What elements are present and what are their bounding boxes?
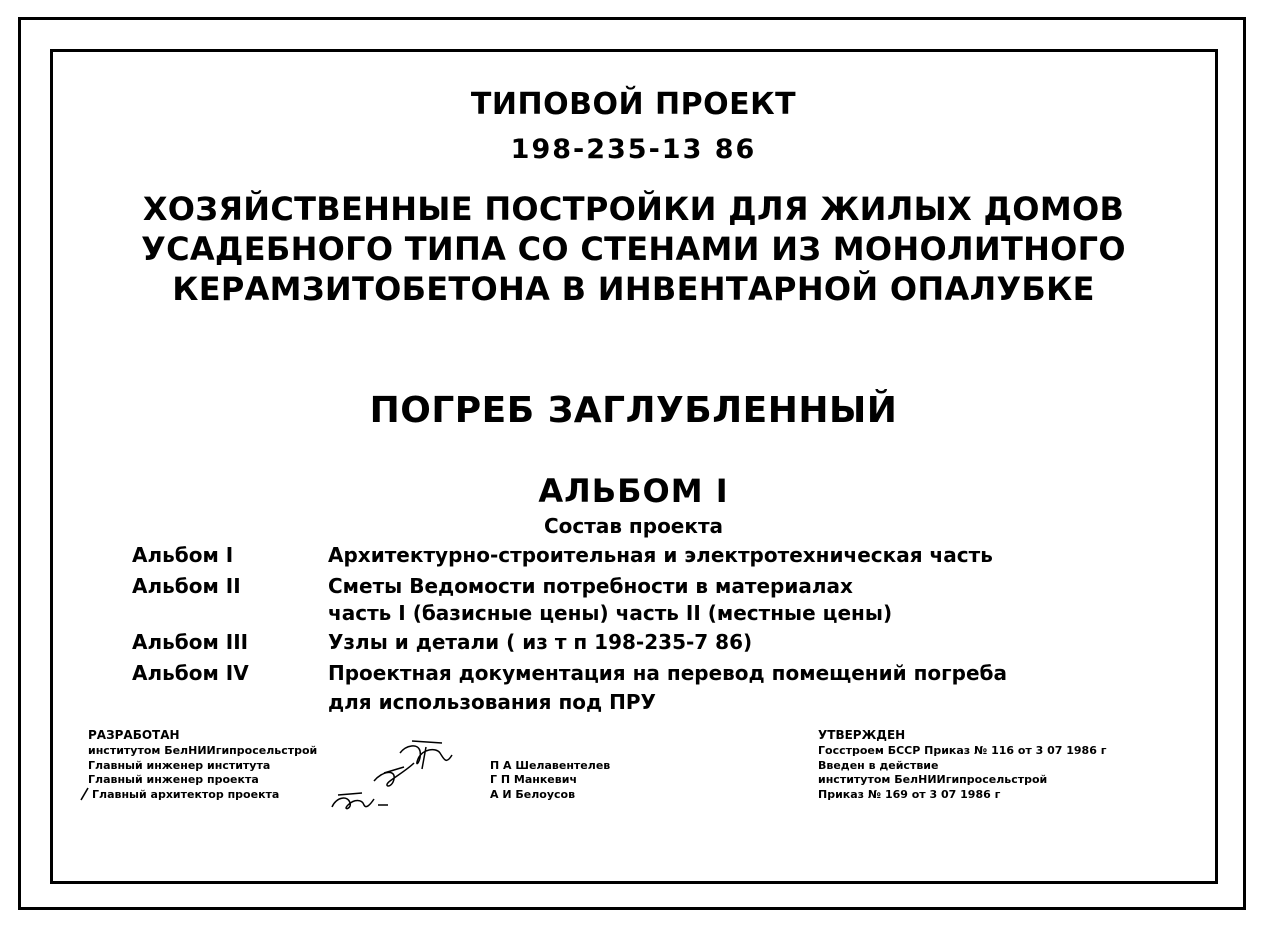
composition-heading: Состав проекта <box>543 514 724 538</box>
signatures-image <box>322 735 482 815</box>
album-3-line-1: Узлы и детали ( из т п 198-235-7 86) <box>328 630 753 654</box>
album-2-line-1: Сметы Ведомости потребности в материалах <box>328 574 853 598</box>
slash-mark <box>78 786 92 802</box>
album-2-line-2: часть I (базисные цены) часть II (местные цены) <box>328 601 893 625</box>
title-line-1: ХОЗЯЙСТВЕННЫЕ ПОСТРОЙКИ ДЛЯ ЖИЛЫХ ДОМОВ <box>142 190 1125 228</box>
approved-line-2: Введен в действие <box>818 759 939 772</box>
name-chief-architect: А И Белоусов <box>490 788 576 801</box>
project-type: ТИПОВОЙ ПРОЕКТ <box>470 87 797 122</box>
album-4-label: Альбом IV <box>132 661 249 685</box>
album-title: АЛЬБОМ I <box>538 472 729 510</box>
title-line-3: КЕРАМЗИТОБЕТОНА В ИНВЕНТАРНОЙ ОПАЛУБКЕ <box>172 270 1095 308</box>
album-4-line-1: Проектная документация на перевод помещений погреба <box>328 661 1007 685</box>
project-number: 198-235-13 86 <box>510 134 757 165</box>
approved-heading: УТВЕРЖДЕН <box>818 728 906 742</box>
album-1-line-1: Архитектурно-строительная и электротехническая часть <box>328 543 993 567</box>
name-chief-engineer-institute: П А Шелавентелев <box>490 759 611 772</box>
approved-line-1: Госстроем БССР Приказ № 116 от 3 07 1986 г <box>818 744 1107 757</box>
title-line-2: УСАДЕБНОГО ТИПА СО СТЕНАМИ ИЗ МОНОЛИТНОГО <box>141 230 1126 268</box>
object-name: ПОГРЕБ ЗАГЛУБЛЕННЫЙ <box>369 390 898 431</box>
developed-heading: РАЗРАБОТАН <box>88 728 180 742</box>
role-chief-engineer-project: Главный инженер проекта <box>88 773 259 786</box>
role-chief-engineer-institute: Главный инженер института <box>88 759 271 772</box>
approved-line-4: Приказ № 169 от 3 07 1986 г <box>818 788 1001 801</box>
developed-institute: институтом БелНИИгипросельстрой <box>88 744 318 757</box>
album-4-line-2: для использования под ПРУ <box>328 690 656 714</box>
album-1-label: Альбом I <box>132 543 234 567</box>
album-3-label: Альбом III <box>132 630 249 654</box>
name-chief-engineer-project: Г П Манкевич <box>490 773 577 786</box>
album-2-label: Альбом II <box>132 574 241 598</box>
approved-line-3: институтом БелНИИгипросельстрой <box>818 773 1048 786</box>
role-chief-architect: Главный архитектор проекта <box>92 788 280 801</box>
